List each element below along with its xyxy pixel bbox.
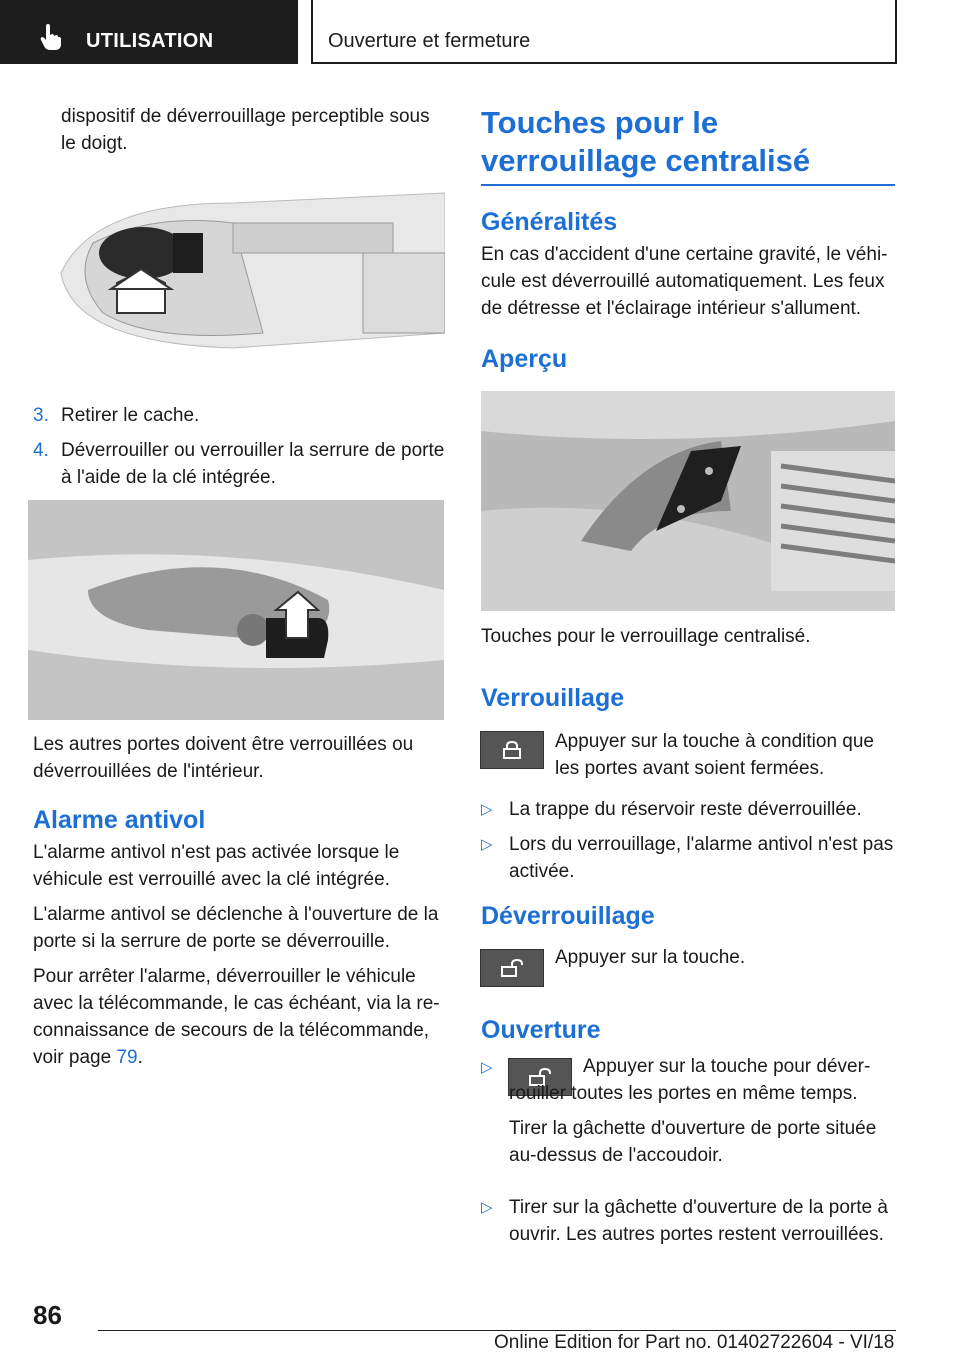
alarm-p1: L'alarme antivol n'est pas activée lorsque le véhicule est verrouillé avec la clé intégrée. (33, 842, 400, 890)
general-title: Généralités (481, 208, 618, 236)
list-item (33, 402, 445, 429)
right-title-block (481, 104, 895, 186)
step-text: Retirer le cache. (61, 405, 200, 426)
lock-title: Verrouillage (481, 684, 625, 712)
bullet-text: La trappe du réservoir reste déverrouillée. (509, 799, 862, 820)
handle-cap-image (33, 183, 445, 353)
opening-bullet-1 (509, 1053, 895, 1169)
page-link[interactable]: 79 (116, 1047, 138, 1068)
bullet-triangle-icon: ▷ (481, 836, 493, 853)
opening-section (481, 1016, 895, 1045)
alarm-p3-paragraph (33, 963, 445, 1071)
overview-title: Aperçu (481, 345, 568, 373)
unlock-text: Appuyer sur la touche. (555, 947, 746, 968)
page-title: Touches pour le verrouillage centralisé (481, 105, 811, 178)
unlock-title: Déverrouillage (481, 902, 655, 930)
steps-list (33, 402, 445, 491)
edition-text: Online Edition for Part no. 01402722604 - VI/18 (494, 1332, 895, 1353)
list-item (33, 437, 445, 491)
step-number: 4. (33, 440, 49, 461)
door-panel-image (481, 391, 895, 611)
list-item (481, 1194, 895, 1248)
opening-bullet-2 (481, 1194, 895, 1248)
bullet-text: Tirer sur la gâchette d'ouverture de la porte à ouvrir. Les autres portes restent verrouillées. (509, 1197, 888, 1245)
bullet-triangle-icon: ▷ (481, 801, 493, 818)
intro-text: dispositif de déverrouillage perceptible sous le doigt. (61, 106, 430, 154)
image-caption: Touches pour le verrouillage centralisé. (481, 626, 811, 647)
hand-pointer-icon (40, 24, 62, 50)
opening-title: Ouverture (481, 1016, 601, 1044)
bullet-triangle-icon: ▷ (481, 1059, 493, 1076)
step-text: Déverrouiller ou verrouiller la serrure de porte à l'aide de la clé intégrée. (61, 440, 445, 488)
unlock-button-icon (480, 949, 544, 987)
other-doors-text-block (33, 731, 445, 785)
section-title: UTILISATION (86, 30, 214, 52)
lock-button-icon (480, 731, 544, 769)
bullet-text: Lors du verrouillage, l'alarme antivol n'est pas activée. (509, 834, 894, 882)
footer-divider (98, 1330, 896, 1331)
lock-text: Appuyer sur la touche à condition que les portes avant soient fermées. (555, 731, 874, 779)
section-tab (0, 0, 298, 64)
step-number: 3. (33, 405, 49, 426)
opening-b1b: Tirer la gâchette d'ouverture de porte située au-dessus de l'accoudoir. (509, 1118, 877, 1166)
general-section (481, 208, 895, 322)
key-in-lock-image (28, 500, 444, 720)
alarm-p2: L'alarme antivol se déclenche à l'ouverture de la porte si la serrure de porte se déverrouille. (33, 904, 439, 952)
general-text: En cas d'accident d'une certaine gravité, le véhicule est déverrouillé automatiquement. Les feux de détresse et l'éclairage intérieur s'allument. (481, 244, 888, 319)
title-divider (481, 184, 895, 186)
topic-tab (311, 0, 897, 64)
list-item (481, 796, 895, 823)
overview-caption-block (481, 623, 895, 650)
topic-title: Ouverture et fermeture (328, 30, 531, 52)
bullet-triangle-icon: ▷ (481, 1199, 493, 1216)
intro-text-block (33, 103, 445, 157)
overview-section (481, 345, 895, 374)
lock-text-block (555, 728, 895, 782)
alarm-p3: Pour arrêter l'alarme, déverrouiller le véhicule avec la télécommande, le cas échéant, via la reconnaissance de secours de la télécommande, voir page (33, 966, 440, 1068)
alarm-section (33, 806, 445, 1071)
opening-b1a: Appuyer sur la touche pour déverrouiller toutes les portes en même temps. (509, 1056, 871, 1104)
lock-section (481, 684, 895, 713)
alarm-title: Alarme antivol (33, 806, 206, 834)
other-doors-text: Les autres portes doivent être verrouillées ou déverrouillées de l'intérieur. (33, 734, 414, 782)
list-item (481, 831, 895, 885)
unlock-text-block (555, 944, 895, 971)
page-number: 86 (33, 1300, 62, 1330)
unlock-section (481, 902, 895, 931)
alarm-p3-end: . (137, 1047, 143, 1068)
lock-bullets (481, 796, 895, 885)
